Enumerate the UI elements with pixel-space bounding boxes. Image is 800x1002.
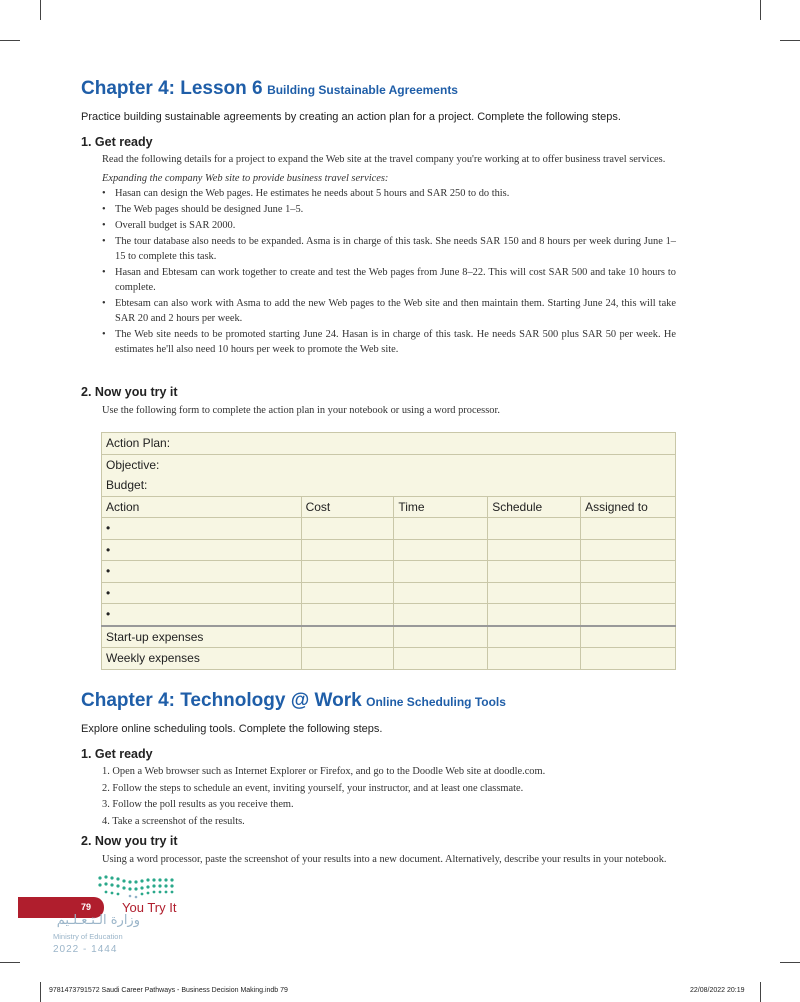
list-item: 4. Take a screenshot of the results. (102, 815, 245, 827)
list-item: 3. Follow the poll results as you receive them. (102, 799, 294, 810)
table-row (102, 626, 676, 648)
list-item: • Ebtesam can also work with Asma to add the new Web pages to the Web site and then maintain them. Starting June 24, this will take SAR 20 and 2 hours per week. (102, 296, 676, 326)
lesson-step2-para: Use the following form to complete the action plan in your notebook or using a word processor. (102, 405, 500, 416)
column-header: Assigned to (581, 496, 676, 518)
table-row (102, 561, 676, 583)
action-cell: • (102, 539, 302, 561)
lesson-step1-italic: Expanding the company Web site to provide business travel services: (102, 173, 389, 184)
column-header: Cost (301, 496, 394, 518)
objective-label: Objective: (102, 454, 676, 475)
tech-step1-list (102, 764, 676, 830)
list-item: 1. Open a Web browser such as Internet Explorer or Firefox, and go to the Doodle Web site at doodle.com. (102, 766, 546, 777)
column-header: Action (102, 496, 302, 518)
list-item: • Hasan can design the Web pages. He estimates he needs about 5 hours and SAR 250 to do this. (102, 186, 676, 201)
table-row (102, 539, 676, 561)
list-item: • Hasan and Ebtesam can work together to create and test the Web pages from June 8–22. This will cost SAR 500 and take 10 hours to complete. (102, 265, 676, 295)
tech-chapter-title: Chapter 4: Technology @ Work (81, 690, 362, 711)
footer-file-info: 9781473791572 Saudi Career Pathways - Business Decision Making.indb 79 (49, 987, 288, 994)
lesson-step1-content (102, 152, 676, 358)
lesson-step1-heading: 1. Get ready (81, 135, 153, 149)
lesson-chapter-title: Chapter 4: Lesson 6 (81, 78, 263, 99)
action-cell: • (102, 582, 302, 604)
lesson-heading (81, 78, 458, 100)
list-item: • Overall budget is SAR 2000. (102, 218, 676, 233)
table-header-row (102, 496, 676, 518)
tech-intro: Explore online scheduling tools. Complete the following steps. (81, 723, 383, 735)
tech-heading (81, 690, 506, 712)
lesson-step1-para: Read the following details for a project to expand the Web site at the travel company you're working at to offer business travel services. (102, 154, 666, 165)
table-row (102, 648, 676, 670)
table-row (102, 582, 676, 604)
lesson-subtitle: Building Sustainable Agreements (267, 83, 458, 97)
table-row (102, 518, 676, 540)
you-try-it-label: You Try It (122, 900, 177, 915)
tech-subtitle: Online Scheduling Tools (366, 695, 506, 709)
lesson-step2-heading: 2. Now you try it (81, 385, 178, 399)
tech-step2-para: Using a word processor, paste the screenshot of your results into a new document. Alternatively, describe your results in your notebook. (102, 854, 667, 865)
page-number: 79 (81, 902, 92, 912)
footer-date: 22/08/2022 20:19 (690, 987, 745, 994)
tech-step2-heading: 2. Now you try it (81, 834, 178, 848)
list-item: • The Web pages should be designed June 1–5. (102, 202, 676, 217)
startup-label: Start-up expenses (102, 626, 302, 648)
list-item: • The tour database also needs to be expanded. Asma is in charge of this task. She needs SAR 150 and 8 hours per week during June 1–15 to complete this task. (102, 234, 676, 264)
ministry-english: Ministry of Education (53, 932, 123, 941)
action-cell: • (102, 518, 302, 540)
ministry-year: 2022 - 1444 (53, 944, 118, 955)
ministry-arabic: وزارة الـتـعـلـيم (56, 913, 140, 928)
lesson-bullet-list (102, 186, 676, 357)
list-item: • The Web site needs to be promoted starting June 24. Hasan is in charge of this task. He needs SAR 500 plus SAR 50 per week. He estimates he'll also need 10 hours per week to promote the Web site. (102, 327, 676, 357)
budget-label: Budget: (102, 475, 676, 496)
lesson-intro: Practice building sustainable agreements by creating an action plan for a project. Complete the following steps. (81, 111, 621, 123)
column-header: Time (394, 496, 488, 518)
list-item: 2. Follow the steps to schedule an event, inviting yourself, your instructor, and at least one classmate. (102, 782, 524, 794)
column-header: Schedule (488, 496, 581, 518)
tech-step1-heading: 1. Get ready (81, 747, 153, 761)
weekly-label: Weekly expenses (102, 648, 302, 670)
action-plan-label: Action Plan: (102, 433, 676, 455)
table-row (102, 604, 676, 626)
action-plan-table (101, 432, 676, 670)
action-cell: • (102, 604, 302, 626)
action-cell: • (102, 561, 302, 583)
